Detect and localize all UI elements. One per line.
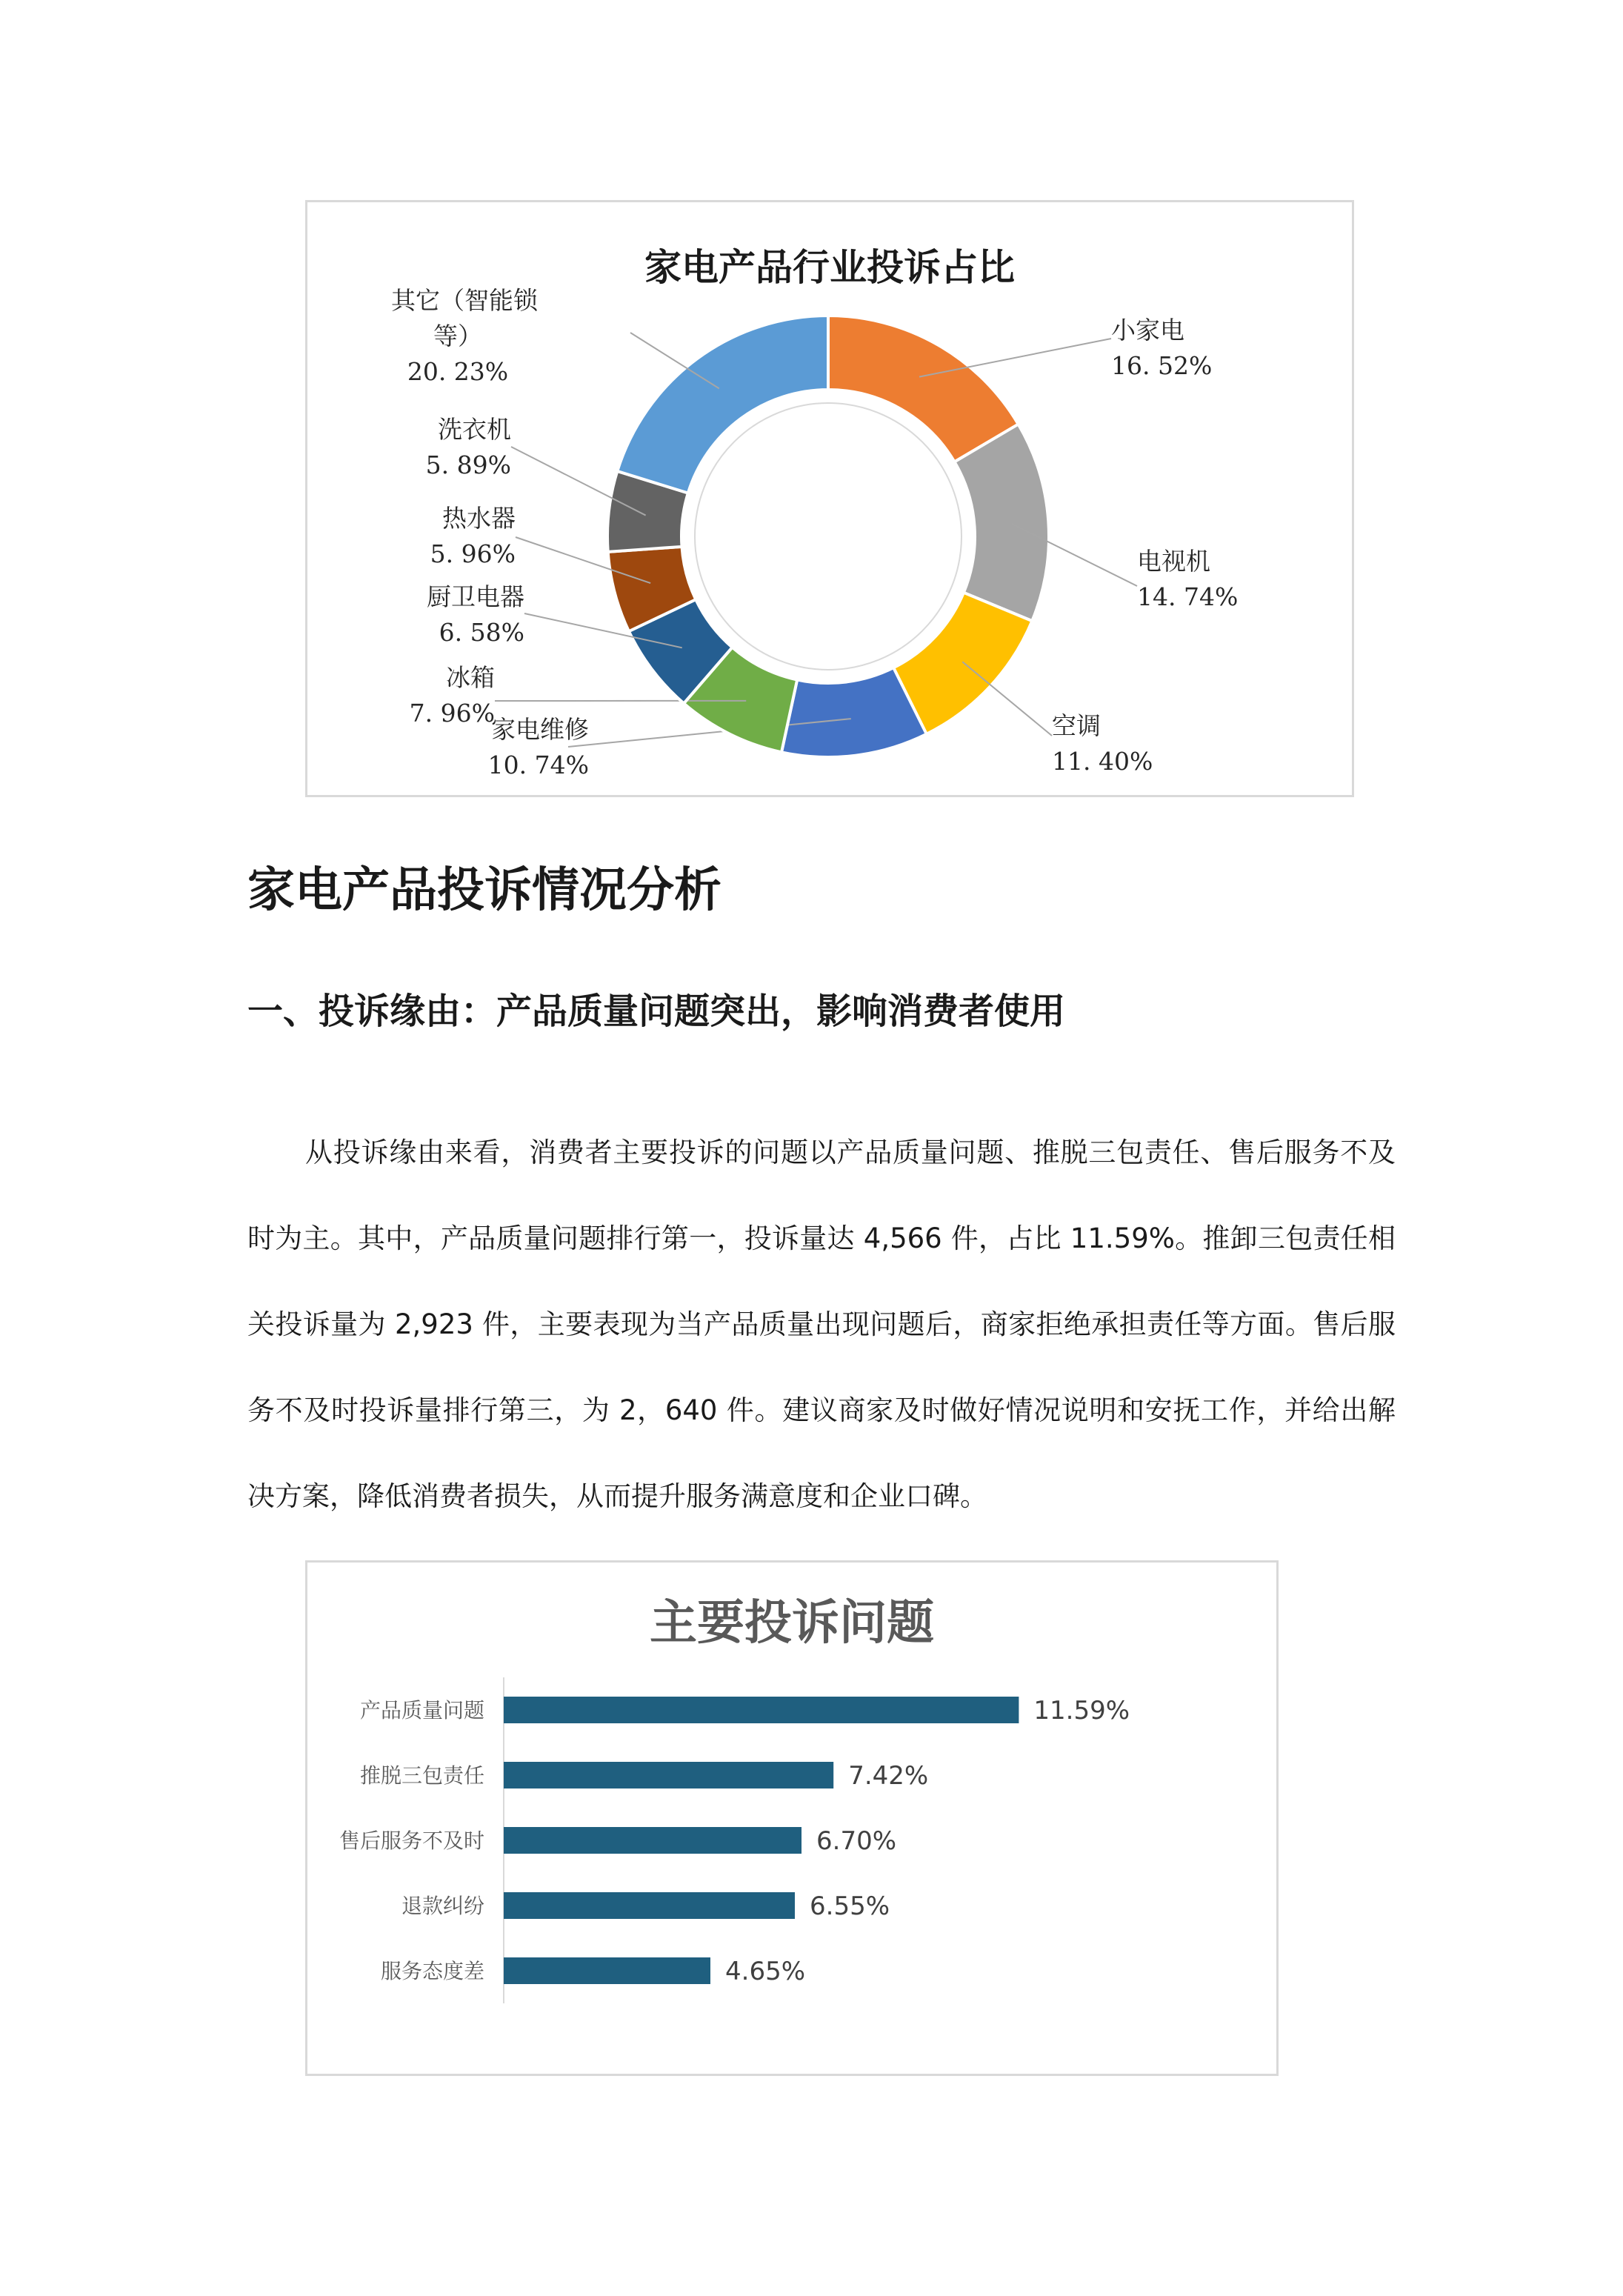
bar (504, 1892, 795, 1919)
slice-label-group (426, 415, 511, 479)
donut-slice (617, 316, 828, 493)
donut-slice (955, 425, 1049, 622)
slice-label: 家电维修 (491, 715, 589, 744)
value-label: 7.42% (848, 1761, 929, 1791)
value-label: 11.59% (1033, 1696, 1130, 1726)
slice-value-label: 11. 40% (1052, 747, 1153, 776)
section-heading: 家电产品投诉情况分析 (247, 863, 721, 918)
slice-label: 空调 (1052, 711, 1101, 740)
slice-value-label: 10. 74% (487, 751, 589, 779)
slice-value-label: 16. 52% (1111, 351, 1213, 380)
slice-label-group (430, 504, 516, 568)
category-label: 退款纠纷 (401, 1894, 484, 1918)
slice-label: 冰箱 (446, 663, 495, 692)
slice-label: 洗衣机 (438, 415, 511, 444)
donut-chart-svg (307, 202, 1356, 799)
donut-chart-title: 家电产品行业投诉占比 (644, 246, 1015, 289)
slice-value-label: 6. 58% (439, 618, 524, 647)
slice-label-group (1137, 547, 1238, 611)
bar-chart-title: 主要投诉问题 (650, 1596, 934, 1651)
bar (504, 1827, 801, 1854)
slice-label-group (427, 582, 524, 647)
slice-label-group (488, 715, 589, 779)
donut-inner-ring (695, 403, 962, 670)
bar (504, 1762, 833, 1788)
donut-chart-container (305, 200, 1354, 797)
category-label: 推脱三包责任 (359, 1763, 484, 1788)
value-label: 6.70% (816, 1826, 897, 1856)
slice-value-label: 7. 96% (409, 699, 495, 728)
bar (504, 1957, 710, 1984)
bar-chart-container (305, 1560, 1279, 2076)
slice-value-label: 5. 89% (425, 450, 511, 479)
slice-value-label: 14. 74% (1137, 582, 1239, 611)
slice-label: 小家电 (1111, 316, 1184, 345)
slice-value-label: 5. 96% (430, 539, 516, 568)
slice-label: 其它（智能锁 (391, 286, 538, 315)
slice-label-group (1052, 711, 1153, 776)
slice-label: 热水器 (442, 504, 516, 533)
slice-label: 厨卫电器 (427, 582, 524, 611)
slice-label: 等） (433, 322, 482, 350)
bar (504, 1697, 1019, 1723)
category-label: 服务态度差 (380, 1959, 484, 1983)
value-label: 4.65% (725, 1957, 806, 1986)
slice-label: 电视机 (1137, 547, 1210, 576)
slice-label-group (1111, 316, 1212, 380)
category-label: 产品质量问题 (359, 1698, 484, 1723)
category-label: 售后服务不及时 (339, 1829, 484, 1853)
slice-label-group (410, 663, 495, 728)
slice-value-label: 20. 23% (407, 357, 509, 386)
value-label: 6.55% (810, 1891, 890, 1921)
slice-label-group (391, 286, 539, 386)
section-subheading: 一、投诉缘由：产品质量问题突出，影响消费者使用 (247, 991, 1066, 1032)
body-paragraph: 从投诉缘由来看，消费者主要投诉的问题以产品质量问题、推脱三包责任、售后服务不及时为主。其中，产品质量问题排行第一，投诉量达 4,566 件，占比 11.59%。推卸三包责任相关投诉量为 2,923 件，主要表现为当产品质量出现问题后，商家拒绝承担责任等方面。售后服务不及时投诉量排行第三，为 2，640 件。建议商家及时做好情况说明和安抚工作，并给出解决方案，降低消费者损失，从而提升服务满意度和企业口碑。 (247, 1137, 1396, 1512)
bar-chart-svg (307, 1563, 1281, 2078)
